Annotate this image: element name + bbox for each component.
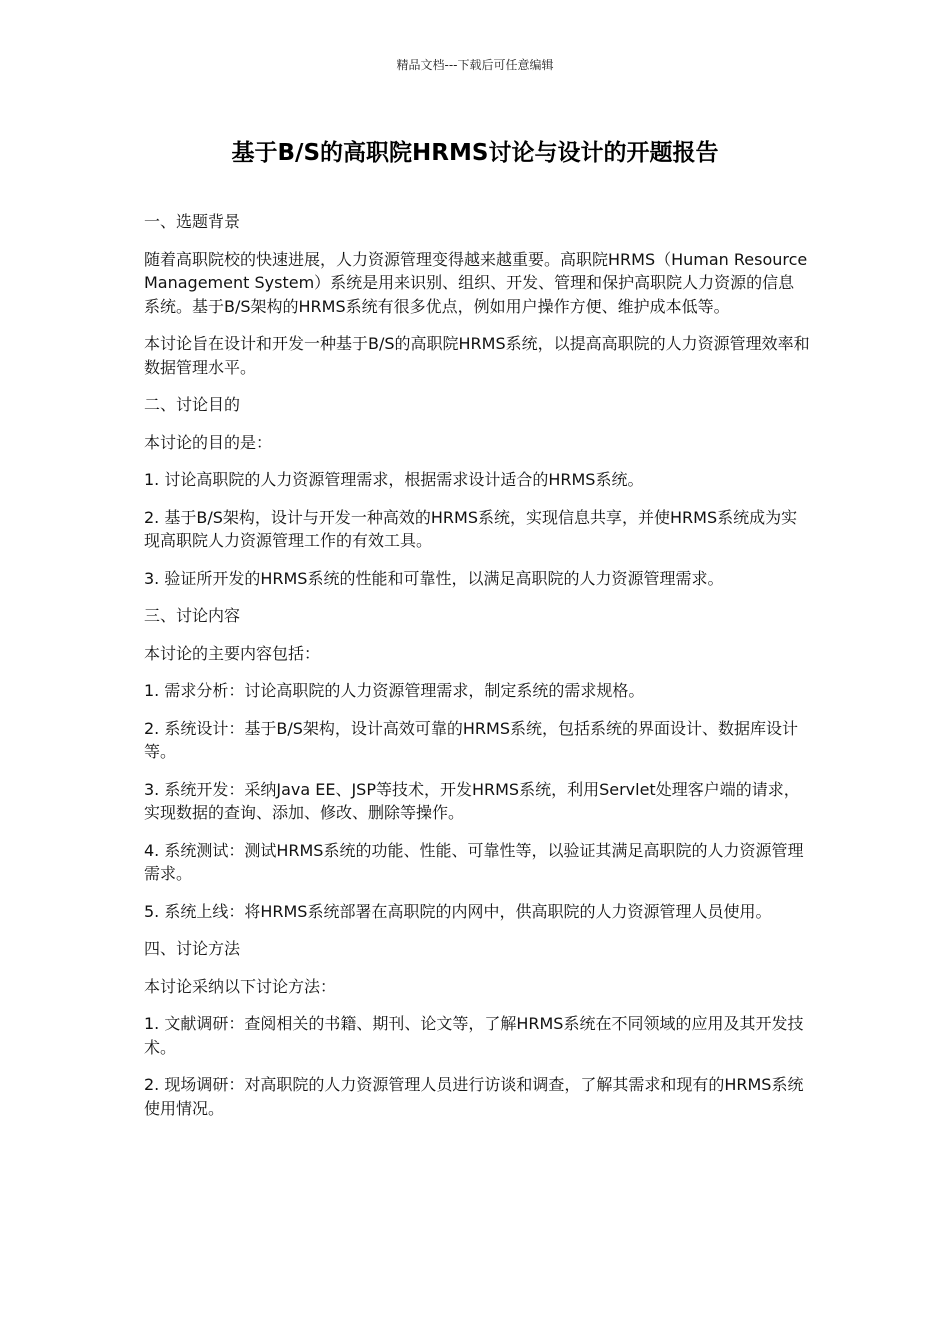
paragraph-content-intro: 本讨论的主要内容包括： <box>144 643 321 663</box>
document-body <box>144 210 810 1134</box>
list-item-content-3: 3. 系统开发：采纳Java EE、JSP等技术，开发HRMS系统，利用Servlet处理客户端的请求，实现数据的查询、添加、修改、删除等操作。 <box>144 779 800 822</box>
list-item-purpose-2: 2. 基于B/S架构，设计与开发一种高效的HRMS系统，实现信息共享，并使HRMS系统成为实现高职院人力资源管理工作的有效工具。 <box>144 507 798 550</box>
list-item-method-2: 2. 现场调研：对高职院的人力资源管理人员进行访谈和调查，了解其需求和现有的HRMS系统使用情况。 <box>144 1075 804 1118</box>
paragraph-method-intro: 本讨论采纳以下讨论方法： <box>144 976 337 996</box>
section-heading-method: 四、讨论方法 <box>144 939 241 958</box>
page-header: 精品文档---下载后可任意编辑 <box>396 58 554 72</box>
paragraph-background-aim: 本讨论旨在设计和开发一种基于B/S的高职院HRMS系统，以提高高职院的人力资源管理效率和数据管理水平。 <box>144 334 810 377</box>
document-title: 基于B/S的高职院HRMS讨论与设计的开题报告 <box>231 140 719 166</box>
list-item-content-2: 2. 系统设计：基于B/S架构，设计高效可靠的HRMS系统，包括系统的界面设计、数据库设计等。 <box>144 718 798 761</box>
list-item-purpose-1: 1. 讨论高职院的人力资源管理需求，根据需求设计适合的HRMS系统。 <box>144 470 644 489</box>
list-item-purpose-3: 3. 验证所开发的HRMS系统的性能和可靠性，以满足高职院的人力资源管理需求。 <box>144 568 724 588</box>
paragraph-purpose-intro: 本讨论的目的是： <box>144 432 273 452</box>
section-heading-content: 三、讨论内容 <box>144 606 241 625</box>
list-item-content-5: 5. 系统上线：将HRMS系统部署在高职院的内网中，供高职院的人力资源管理人员使用。 <box>144 901 772 921</box>
list-item-content-4: 4. 系统测试：测试HRMS系统的功能、性能、可靠性等，以验证其满足高职院的人力资源管理需求。 <box>144 840 804 883</box>
section-heading-purpose: 二、讨论目的 <box>144 395 241 414</box>
list-item-method-1: 1. 文献调研：查阅相关的书籍、期刊、论文等，了解HRMS系统在不同领域的应用及其开发技术。 <box>144 1014 804 1057</box>
paragraph-background-intro: 随着高职院校的快速进展，人力资源管理变得越来越重要。高职院HRMS（Human Resource Management System）系统是用来识别、组织、开发、管理和保护高职院人力资源的信息系统。基于B/S架构的HRMS系统有很多优点，例如用户操作方便、维护成本低等。 <box>144 249 808 316</box>
section-heading-background: 一、选题背景 <box>144 212 241 231</box>
list-item-content-1: 1. 需求分析：讨论高职院的人力资源管理需求，制定系统的需求规格。 <box>144 681 645 700</box>
